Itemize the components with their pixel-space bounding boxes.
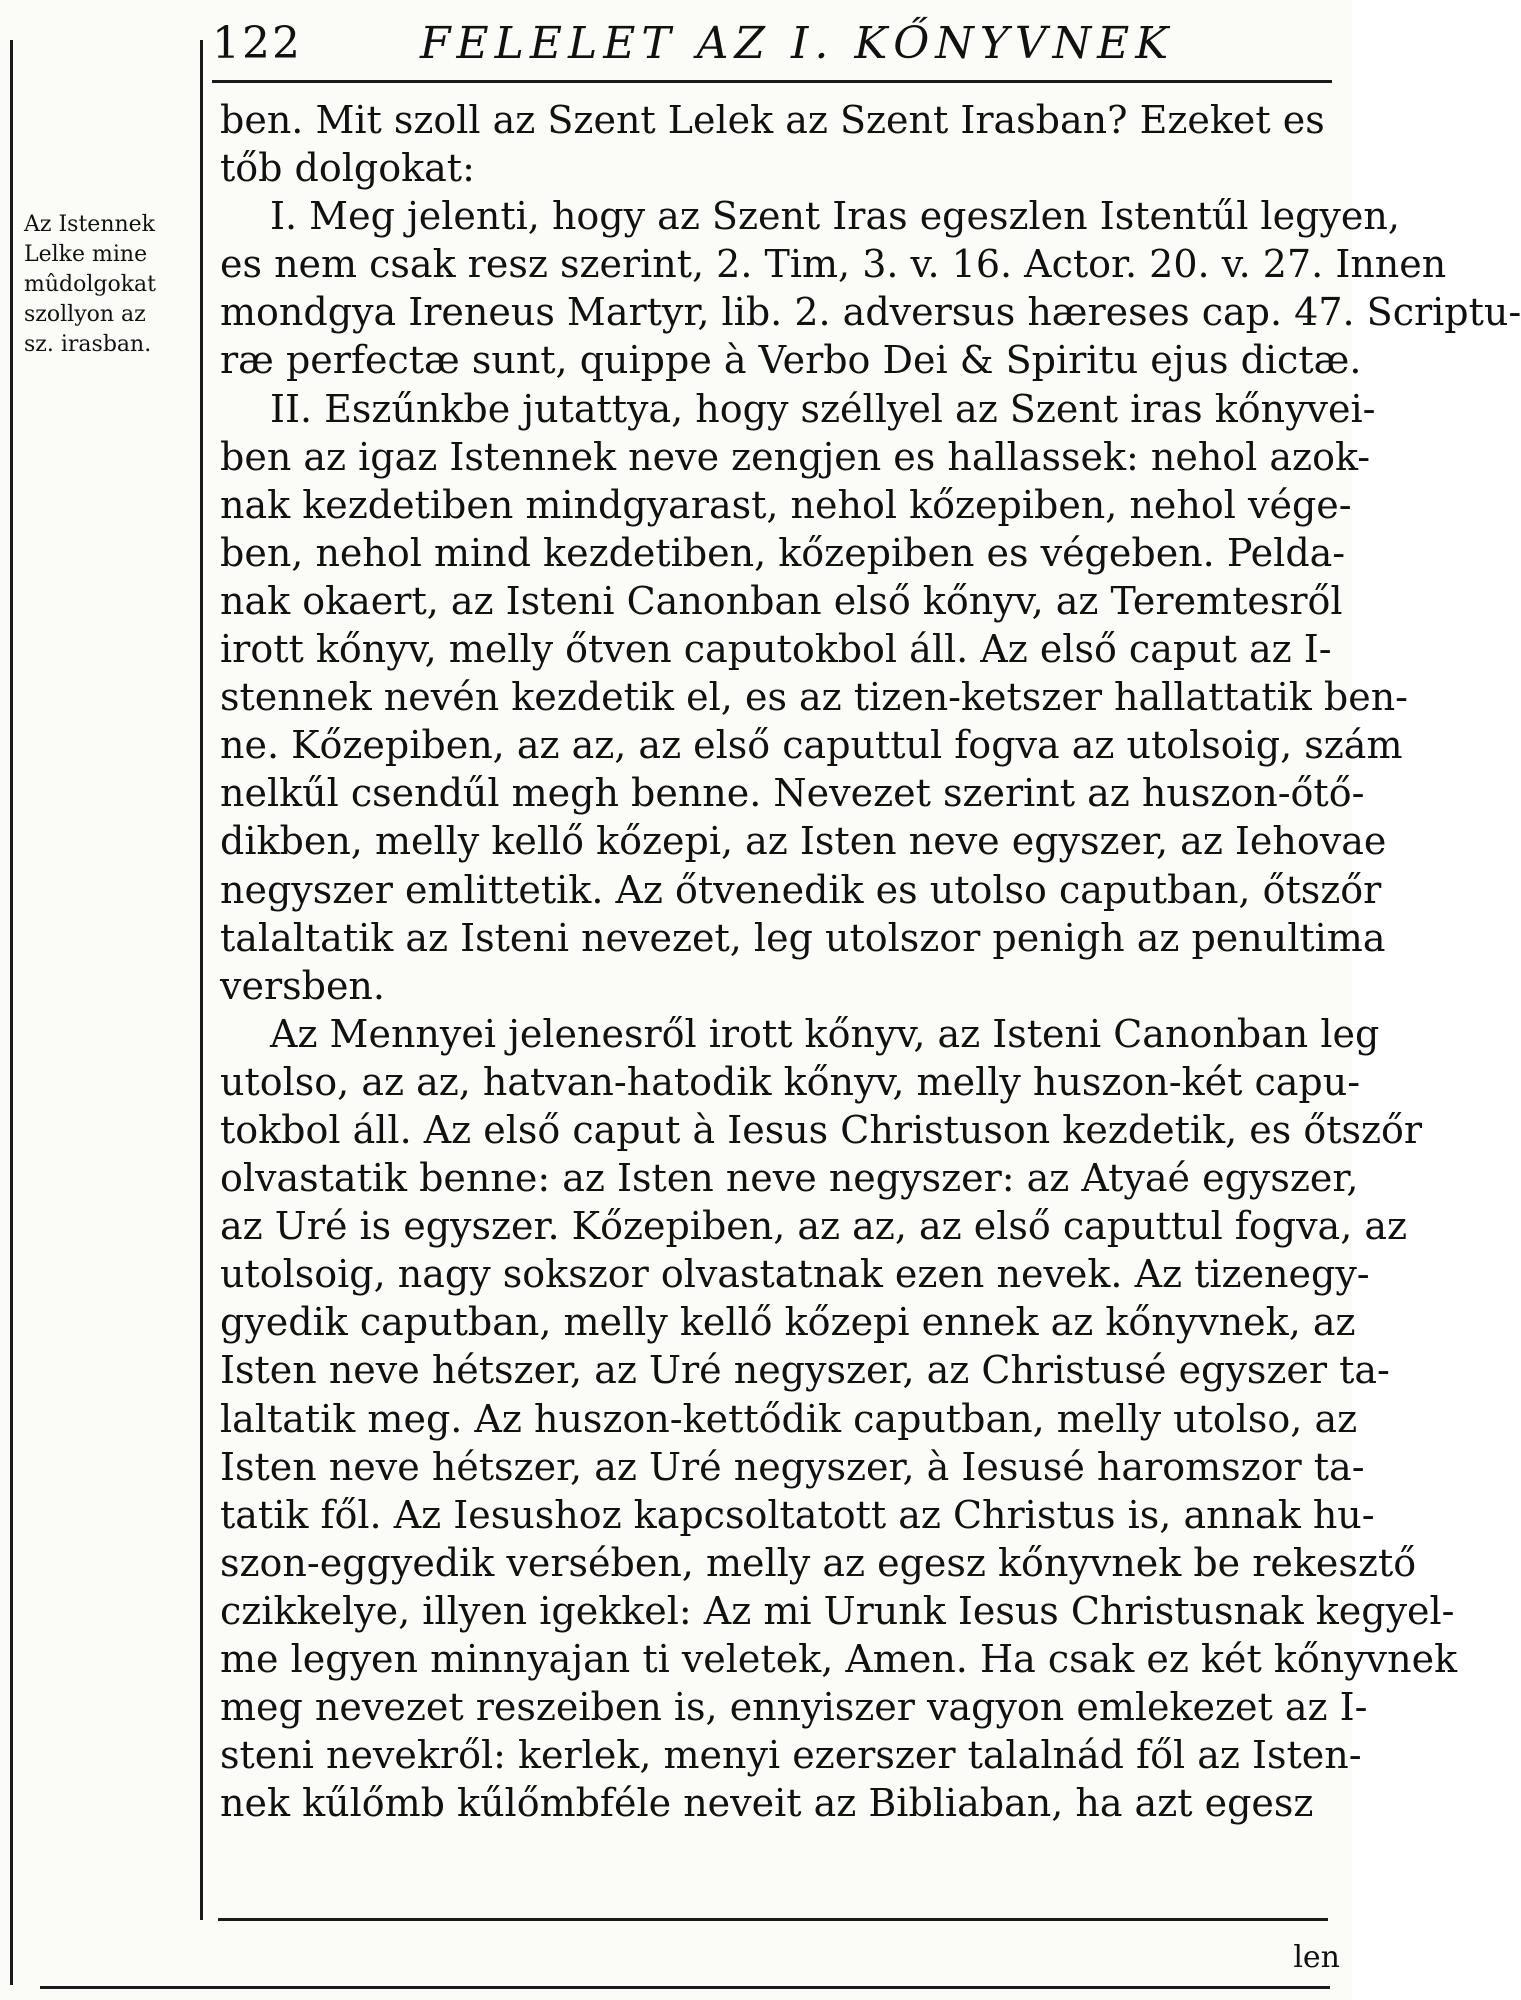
text-line: es nem csak resz szerint, 2. Tim, 3. v. 16. Actor. 20. v. 27. Innen: [220, 242, 1447, 287]
text-line: steni nevekről: kerlek, menyi ezerszer talalnád fől az Isten-: [220, 1733, 1362, 1778]
marginal-note-line: sz. irasban.: [24, 332, 152, 357]
marginal-note-line: mûdolgokat: [24, 272, 157, 297]
text-line: ben az igaz Istennek neve zengjen es hallassek: nehol azok-: [220, 434, 1371, 479]
text-line: irott kőnyv, melly őtven caputokbol áll. Az első caput az I-: [220, 627, 1332, 672]
text-line: me legyen minnyajan ti veletek, Amen. Ha csak ez két kőnyvnek: [220, 1637, 1458, 1681]
marginal-note: [24, 210, 194, 360]
text-line: stennek nevén kezdetik el, es az tizen-ketszer hallattatik ben-: [220, 675, 1409, 720]
marginal-note-line: szollyon az: [24, 302, 146, 327]
text-line: tatik fől. Az Iesushoz kapcsoltatott az Christus is, annak hu-: [220, 1492, 1375, 1537]
margin-column-rule: [200, 40, 203, 1920]
marginal-note-line: Az Istennek: [24, 212, 156, 237]
text-line: Isten neve hétszer, az Uré negyszer, à Iesusé haromszor ta-: [220, 1444, 1365, 1489]
bottom-edge-rule: [40, 1986, 1330, 1989]
text-line: nak kezdetiben mindgyarast, nehol kőzepiben, nehol vége-: [220, 482, 1352, 527]
text-line: ræ perfectæ sunt, quippe à Verbo Dei & Spiritu ejus dictæ.: [220, 338, 1362, 383]
page-number: 122: [212, 18, 302, 69]
text-line: ben. Mit szoll az Szent Lelek az Szent Irasban? Ezeket es: [220, 98, 1325, 142]
text-line: utolsoig, nagy sokszor olvastatnak ezen nevek. Az tizenegy-: [220, 1252, 1370, 1297]
text-line: az Uré is egyszer. Kőzepiben, az az, az első caputtul fogva, az: [220, 1204, 1408, 1249]
text-line: Isten neve hétszer, az Uré negyszer, az Christusé egyszer ta-: [220, 1348, 1390, 1393]
footer-rule: [218, 1918, 1328, 1921]
text-line: talaltatik az Isteni nevezet, leg utolszor penigh az penultima: [220, 915, 1386, 960]
text-line: tokbol áll. Az első caput à Iesus Christuson kezdetik, es őtszőr: [220, 1107, 1423, 1152]
text-line: ne. Kőzepiben, az az, az első caputtul fogva az utolsoig, szám: [220, 723, 1403, 768]
text-line: negyszer emlittetik. Az őtvenedik es utolso caputban, őtszőr: [220, 867, 1382, 912]
text-line: meg nevezet reszeiben is, ennyiszer vagyon emlekezet az I-: [220, 1685, 1368, 1730]
text-line: utolso, az az, hatvan-hatodik kőnyv, melly huszon-két capu-: [220, 1059, 1361, 1104]
text-line: nek kűlőmb kűlőmbféle neveit az Bibliaban, ha azt egesz: [220, 1781, 1314, 1826]
text-line: gyedik caputban, melly kellő kőzepi ennek az kőnyvnek, az: [220, 1300, 1356, 1345]
text-line: nelkűl csendűl megh benne. Nevezet szerint az huszon-őtő-: [220, 771, 1365, 816]
text-line: II. Eszűnkbe jutattya, hogy széllyel az Szent iras kőnyvei-: [270, 386, 1376, 431]
body-text: [220, 96, 1521, 1827]
text-line: tőb dolgokat:: [220, 146, 475, 191]
text-line: versben.: [220, 963, 385, 1008]
text-line: olvastatik benne: az Isten neve negyszer: az Atyaé egyszer,: [220, 1156, 1359, 1201]
text-line: Az Mennyei jelenesről irott kőnyv, az Isteni Canonban leg: [270, 1011, 1380, 1056]
header-rule: [212, 80, 1332, 83]
page-edge-rule: [10, 40, 13, 1985]
text-line: dikben, melly kellő kőzepi, az Isten neve egyszer, az Iehovae: [220, 819, 1387, 864]
text-line: laltatik meg. Az huszon-kettődik caputban, melly utolso, az: [220, 1396, 1358, 1441]
text-line: I. Meg jelenti, hogy az Szent Iras egeszlen Istentűl legyen,: [270, 194, 1400, 239]
text-line: szon-eggyedik versében, melly az egesz kőnyvnek be rekesztő: [220, 1540, 1417, 1585]
marginal-note-line: Lelke mine: [24, 242, 148, 267]
text-line: ben, nehol mind kezdetiben, kőzepiben es végeben. Pelda-: [220, 530, 1346, 575]
text-line: mondgya Ireneus Martyr, lib. 2. adversus hæreses cap. 47. Scriptu-: [220, 290, 1521, 335]
catchword: len: [1293, 1940, 1340, 1975]
text-line: czikkelye, illyen igekkel: Az mi Urunk Iesus Christusnak kegyel-: [220, 1588, 1455, 1633]
running-head: FELELET AZ I. KŐNYVNEK: [420, 18, 1175, 69]
text-line: nak okaert, az Isteni Canonban első kőnyv, az Teremtesről: [220, 578, 1343, 623]
